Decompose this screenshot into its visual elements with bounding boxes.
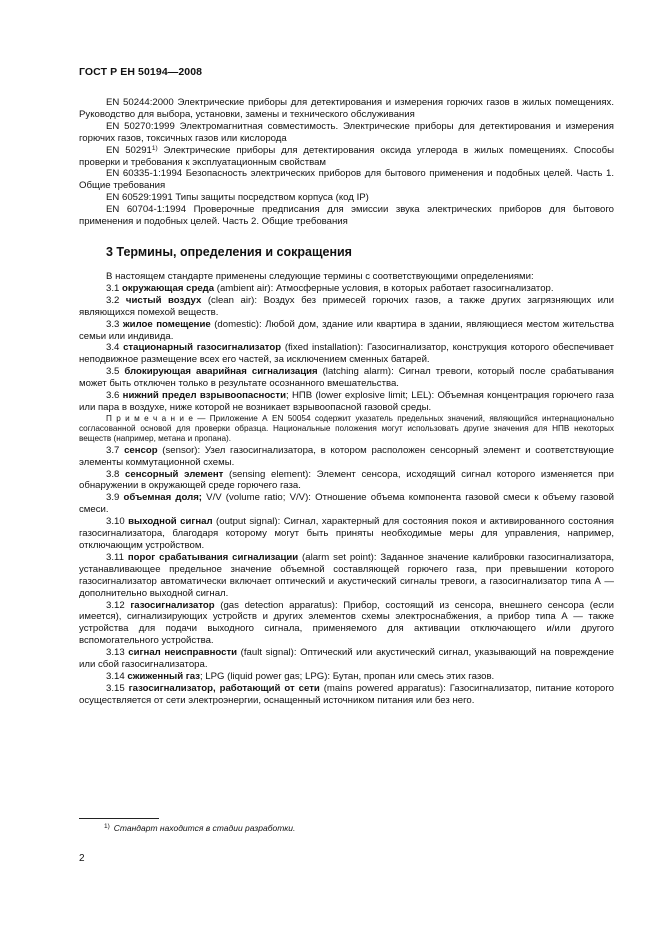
reference-code: EN 50244:2000: [106, 97, 174, 108]
term-name: сенсор: [124, 444, 158, 456]
reference-item: [79, 145, 614, 169]
term-definition: [79, 552, 614, 600]
term-number: 3.8: [106, 468, 120, 480]
term-name: нижний предел взрывоопасности: [122, 390, 286, 402]
term-text: (sensor): Узел газосигнализатора, в котором расположен сенсорный элемент и соответствующие элементы коммутационной схемы.: [79, 444, 614, 468]
term-text: (latching alarm): Сигнал тревоги, который после срабатывания может быть отключен только в результате осознанного вмешательства.: [79, 366, 615, 390]
term-number: 3.4: [106, 342, 120, 354]
term-number: 3.1: [106, 282, 120, 294]
term-number: 3.9: [106, 492, 120, 504]
term-text: (fixed installation): Газосигнализатор, конструкция которого обеспечивает неподвижное размещение всех его частей, за исключением сменных батарей.: [79, 342, 614, 366]
term-text: (domestic): Любой дом, здание или квартира в здании, являющиеся местом жительства семьи или индивида.: [79, 318, 614, 342]
footnote-marker: 1): [151, 144, 158, 152]
term-definition: [79, 445, 614, 469]
term-number: 3.7: [106, 444, 120, 456]
term-definition: [79, 319, 614, 343]
term-definition: [79, 516, 614, 552]
section-heading: 3 Термины, определения и сокращения: [106, 244, 352, 259]
term-definition: [79, 600, 614, 648]
term-text: (ambient air): Атмосферные условия, в которых работает газосигнализатор.: [214, 282, 554, 294]
footnote-text: Стандарт находится в стадии разработки.: [113, 823, 296, 833]
term-definition: [79, 283, 614, 295]
reference-text: Электрические приборы для детектирования оксида углерода в жилых помещениях. Способы проверки и требования к эксплуатационным свойствам: [79, 144, 615, 168]
footnote-marker: 1): [104, 823, 110, 830]
reference-item: [79, 97, 614, 121]
term-text: (sensing element): Элемент сенсора, исходящий сигнал которого изменяется при обнаружении в окружающей среде горючего газа.: [79, 468, 614, 492]
term-text: ; НПВ (lower explosive limit; LEL): Объемная концентрация горючего газа или пара в воздухе, ниже которой не возникает взрывоопасной газовой среды.: [79, 390, 614, 413]
reference-code: EN 50270:1999: [106, 120, 175, 132]
term-definition: [79, 390, 614, 414]
term-name: окружающая среда: [122, 282, 215, 294]
term-number: 3.10: [106, 516, 125, 528]
term-name: газосигнализатор: [130, 599, 215, 611]
term-number: 3.14: [106, 670, 125, 682]
term-name: блокирующая аварийная сигнализация: [124, 366, 318, 378]
reference-item: [79, 192, 614, 204]
term-name: стационарный газосигнализатор: [123, 342, 282, 354]
document-header: ГОСТ Р ЕН 50194—2008: [79, 66, 203, 78]
term-name: газосигнализатор, работающий от сети: [128, 682, 320, 694]
term-name: объемная доля;: [123, 492, 202, 504]
term-number: 3.13: [106, 647, 125, 659]
terms-list-continued: [79, 445, 614, 707]
term-text: (mains powered apparatus): Газосигнализатор, питание которого осуществляется от сети электроэнергии, оснащенный источником питания или без него.: [79, 682, 614, 706]
page-number: 2: [79, 853, 85, 864]
term-definition: [79, 647, 614, 671]
term-text: (alarm set point): Заданное значение калибровки газосигнализатора, устанавливающее предельное значение объемной составляющей горючего газа, при превышении которого газосигнализатор автоматически включает оптический и акустический сигналы тревоги, а газосигнализатор типа А — дополнительно выходной сигнал.: [79, 551, 614, 599]
reference-code: EN 60335-1:1994: [106, 168, 183, 180]
reference-item: [79, 121, 614, 145]
term-text: (gas detection apparatus): Прибор, состоящий из сенсора, внешнего сенсора (если имеется), сигнализирующих устройств и других элементов схемы электроснабжения, а прибор типа А — также устройства для подачи выходного сигнала, применяемого для активации отключающего и/или другого вспомогательного устройства.: [79, 599, 614, 647]
term-name: выходной сигнал: [128, 516, 213, 528]
reference-item: [79, 204, 614, 228]
reference-text: Типы защиты посредством корпуса (код IP): [175, 192, 369, 204]
term-definition: [79, 492, 614, 516]
section-intro: В настоящем стандарте применены следующие термины с соответствующими определениями:: [106, 270, 534, 282]
reference-item: [79, 168, 614, 192]
term-number: 3.6: [106, 390, 120, 402]
term-name: жилое помещение: [122, 318, 211, 330]
term-definition: [79, 469, 614, 493]
term-definition: [79, 295, 614, 319]
term-name: порог срабатывания сигнализации: [127, 551, 299, 563]
terms-list: [79, 283, 614, 414]
term-number: 3.11: [106, 551, 124, 563]
term-text: ; LPG (liquid power gas; LPG): Бутан, пропан или смесь этих газов.: [199, 670, 495, 682]
reference-code: EN 50291: [106, 144, 152, 156]
reference-text: Электрические приборы для детектирования и измерения горючих газов в жилых помещениях. Руководство для выбора, установки, замены и технического обслуживания: [79, 97, 614, 120]
term-name: сжиженный газ: [127, 670, 200, 682]
reference-text: Безопасность электрических приборов для бытового применения и подобных целей. Часть 1. Общие требования: [79, 168, 615, 192]
term-text: (output signal): Сигнал, характерный для состояния покоя и активированного состояния газосигнализатора, благодаря которому могут быть приняты необходимые меры для управления, например, отключающим устройством.: [79, 516, 614, 551]
term-number: 3.5: [106, 366, 120, 378]
term-number: 3.15: [106, 682, 125, 694]
term-number: 3.2: [106, 294, 120, 306]
term-text: (fault signal): Оптический или акустический сигнал, указывающий на повреждение или сбой газосигнализатора.: [79, 647, 614, 671]
note-text: — Приложение А EN 50054 содержит указатель предельных значений, являющийся интернационально согласованной основой для проверки образца. Национальные положения могут использовать другие значения для НПВ некоторых веществ (например, метана и пропана).: [79, 413, 614, 444]
term-definition: [79, 683, 614, 707]
term-number: 3.12: [106, 599, 125, 611]
term-definition: [79, 366, 614, 390]
term-text: V/V (volume ratio; V/V): Отношение объема компонента газовой смеси к объему газовой смеси.: [79, 492, 615, 516]
footnote-divider: [79, 818, 159, 819]
term-name: сигнал неисправности: [128, 647, 238, 659]
term-definition: [79, 671, 614, 683]
term-text: (clean air): Воздух без примесей горючих газов, а также других загрязняющих или являющихся помехой веществ.: [79, 294, 614, 318]
note-label: П р и м е ч а н и е: [106, 413, 193, 423]
term-number: 3.3: [106, 318, 120, 330]
page-body: [79, 97, 614, 707]
note: [79, 414, 614, 445]
reference-code: EN 60529:1991: [106, 192, 173, 204]
reference-text: Электромагнитная совместимость. Электрические приборы для детектирования и измерения горючих газов, токсичных газов или кислорода: [79, 120, 614, 144]
footnote: [104, 823, 295, 833]
term-name: сенсорный элемент: [125, 468, 224, 480]
reference-text: Проверочные предписания для эмиссии звука электрических приборов для бытового применения и подобных целей. Часть 2. Общие требования: [79, 204, 614, 228]
term-definition: [79, 342, 614, 366]
term-name: чистый воздух: [125, 294, 202, 306]
reference-code: EN 60704-1:1994: [106, 204, 187, 216]
references-list: [79, 97, 614, 228]
